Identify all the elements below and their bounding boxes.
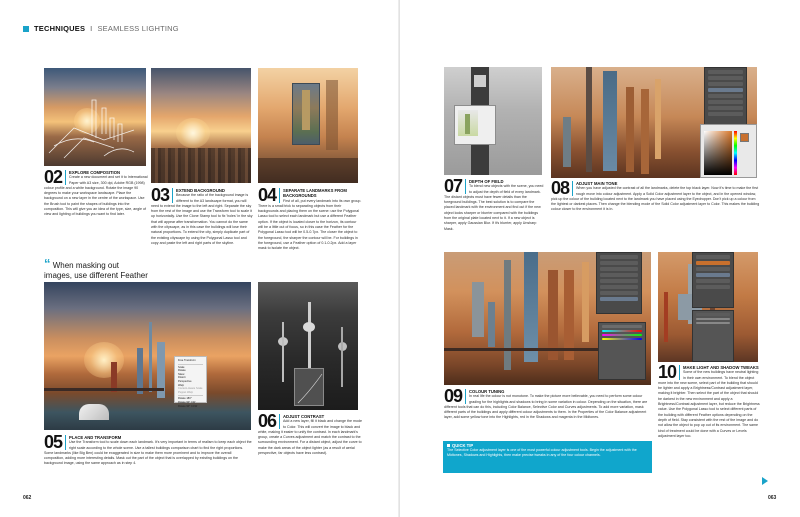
step-title: COLOUR TUNING xyxy=(469,389,505,394)
menu-item-rotate-90-cw[interactable]: Rotate 90° CW xyxy=(178,400,196,404)
section-name: TECHNIQUES xyxy=(34,24,86,33)
step-03-image xyxy=(151,68,251,183)
step-title: SEPARATE LANDMARKS FROM BACKGROUNDS xyxy=(283,188,347,199)
step-title: ADJUST CONTRAST xyxy=(283,414,325,419)
step-body: In real life the colour is not monotone. To make the picture more believable, you need to perform some colour grading for the highlights and shadows to bring in some variation in colour. Depending on the situation, there are different tools that can do this, including Color Balance, Selective Color and Curves adjustments. To add more variation, mask different parts of the buildings and apply different colour adjustments to them. In the Properties of the Color Balance adjustment layer, add some yellow tone into the Highlights, red in the Shadows and magenta in the Midtones. xyxy=(444,394,648,420)
step-05-image xyxy=(44,282,251,430)
step-body: Because the ratio of the background image is different to the A3 landscape format, you will need to extend the image to the left and right. Separate the sky from the rest of the image and use the Transform tool to scale it up horizontally. Use the Clone Stamp tool to fix 'holes' in the sky that will appear after transformation. You cannot do the same with the cityscape, as in this case the buildings will lose their natural proportions. To extend the city, simply duplicate part of the existing cityscape by using the Polygonal Lasso tool and copy and paste the left and right parts of the skyline. xyxy=(151,193,253,245)
step-04-image xyxy=(258,68,358,183)
free-transform-context-menu xyxy=(174,356,207,408)
color-picker-dialog xyxy=(700,124,757,178)
step-title: MAKE LIGHT AND SHADOW TWEAKS xyxy=(683,365,759,370)
pull-quote-text: When masking out images, use different Feather xyxy=(44,261,148,280)
step-number: 07 xyxy=(444,179,466,194)
step-08 xyxy=(551,178,761,213)
step-body: Some of the new buildings have neutral lighting in their own environment. To blend the object more into the new scene, select part of the building that should be lighter and apply a Brightness/Contrast adjustment layer, making it brighter. Then select the part of the object that should be darkest in the new environment and apply a Brightness/Contrast adjustment layer, but reduce the Brightness value. Use the Polygonal Lasso tool to select different parts of the building with different Feather options depending on the depth of field. Stay consistent with the rest of the image and do not allow the object to pop up out of its environment. The same kind of treatment could be done with a Curves or Levels adjustment layer too. xyxy=(658,370,760,438)
step-body: To blend new objects with the scene, you need to adjust the depth of field of every landmark. The distant objects must have fewer details than the foreground buildings. The best solution is to compare the placed landmark with the environment and find out if the new object looks sharper or blurrier compared with the buildings from the original plate located next to it. If a new object is sharper, apply Gaussian Blur. If it's blurrier, apply Unsharp Mask. xyxy=(444,184,544,231)
right-page xyxy=(400,0,800,517)
next-page-triangle-icon xyxy=(762,477,768,485)
menu-item-rotate-90-ccw[interactable]: Rotate 90° CCW xyxy=(178,404,198,408)
section-topic: SEAMLESS LIGHTING xyxy=(97,24,179,33)
step-02-image xyxy=(44,68,146,166)
step-07-image xyxy=(444,67,542,175)
step-number: 02 xyxy=(44,170,66,185)
curves-graph xyxy=(295,369,325,407)
menu-item-perspective[interactable]: Perspective xyxy=(178,379,192,383)
tip-square-icon xyxy=(447,444,450,447)
step-04 xyxy=(258,185,362,252)
menu-item-rotate[interactable]: Rotate xyxy=(178,369,186,373)
step-number: 08 xyxy=(551,181,573,196)
step-title: ADJUST MAIN TONE xyxy=(576,181,618,186)
quick-tip-body: The Selective Color adjustment layer is one of the most powerful colour adjustment tools. Begin the adjustment with the Midtones, Shadows and Highlights, then make precise tweaks in any of the four colour channels. xyxy=(447,448,637,457)
step-body: Use the Transform tool to scale down each landmark. It's very important in terms of realism to keep each object the right scale according to the whole scene. Use a tallest buildings comparison chart to find the right proportions. Some landmarks (like Big Ben) could be exaggerated in size to make them more prominent and to improve the overall composition, adding more interesting details. Mask out the part of the object that is overlapped by existing buildings on the background image, using the same approach as in step 4. xyxy=(44,440,252,466)
step-body: First of all, put every landmark into its own group. There is a small trick to separating objects from their backgrounds and placing them on the scene: use the Polygonal Lasso tool to select each landmark but use a different Feather option. If the object is located closer to the horizon, its contour will be a little out of focus, so in this case the Feather for the Polygonal Lasso tool will be 0.5-0.7px. The closer the object to the foreground, the sharper the contour will be. For buildings in the foreground, use a Feather option of 0.1-0.2px. Add a layer mask to isolate the object. xyxy=(258,198,362,251)
menu-item-warp[interactable]: Warp xyxy=(178,383,185,387)
step-body: Add a new layer, fill it black and change the mode to Color. This will convert the image to black and white, making it easier to unify the contrast. In each landmark's group, create a Curves adjustment and match the contrast to the surrounding environment. For a distant object, adjust the curve to make the dark areas of the object lighter (as a result of aerial perspective, far objects have less contrast). xyxy=(258,419,362,456)
step-10 xyxy=(658,362,762,439)
layers-panel xyxy=(692,252,734,308)
menu-item-rotate-180[interactable]: Rotate 180° xyxy=(178,397,192,401)
brightness-contrast-panel xyxy=(692,310,734,362)
step-number: 06 xyxy=(258,414,280,429)
sketch-lines xyxy=(44,68,146,166)
step-05 xyxy=(44,432,252,467)
menu-item-free-transform[interactable]: Free Transform xyxy=(178,359,196,362)
step-number: 03 xyxy=(151,188,173,203)
menu-item-content-aware-scale: Content-Aware Scale xyxy=(178,387,203,391)
menu-item-puppet-warp: Puppet Warp xyxy=(178,390,194,394)
step-body: When you have adjusted the contrast of all the landmarks, delete the top black layer. Now it's time to make the first rough move into colour adjustment. Apply a Solid Color adjustment layer to the object, and in the opened window, pick up the colour of the building located next to the landmark you have placed using the Eyedropper. Don't pick up a colour from the lightest or darkest places. Then change the blending mode of the Solid Color adjustment layer to Color. This makes the building colour closer to the environment it is in. xyxy=(551,186,760,212)
menu-item-skew[interactable]: Skew xyxy=(178,372,185,376)
menu-divider xyxy=(178,364,203,365)
step-09 xyxy=(444,386,652,421)
step-number: 10 xyxy=(658,365,680,380)
layers-panel xyxy=(704,67,747,132)
page-number-right: 063 xyxy=(768,495,777,501)
quick-tip-box xyxy=(443,441,652,473)
step-number: 09 xyxy=(444,389,466,404)
step-title: EXPLORE COMPOSITION xyxy=(69,170,120,175)
page-number-left: 062 xyxy=(23,495,32,501)
step-02 xyxy=(44,167,148,218)
menu-item-distort[interactable]: Distort xyxy=(178,376,186,380)
step-03 xyxy=(151,185,253,246)
step-number: 05 xyxy=(44,435,66,450)
step-07 xyxy=(444,176,544,232)
step-body: Create a new document and set it to International Paper with A3 size, 300 dpi, Adobe RGB (1998) colour profile and a white background. Rotate the image 90 degrees to make your workspace landscape. Place the background on a new layer in the centre of the workspace. Use the Brush tool to paint the shapes of buildings into the composition. This will give you an idea of the type, size, angle of view and lighting of buildings you want to find later. xyxy=(44,175,148,217)
color-balance-properties-panel xyxy=(598,322,646,380)
header-separator: I xyxy=(90,24,93,33)
menu-item-scale[interactable]: Scale xyxy=(178,365,185,369)
section-square-icon xyxy=(23,26,29,32)
step-number: 04 xyxy=(258,188,280,203)
section-header xyxy=(23,24,179,33)
step-title: DEPTH OF FIELD xyxy=(469,179,504,184)
step-06 xyxy=(258,411,362,456)
step-title: EXTEND BACKGROUND xyxy=(176,188,225,193)
quick-tip-title: QUICK TIP xyxy=(452,443,474,448)
layers-panel xyxy=(596,252,642,314)
step-06-image xyxy=(258,282,358,410)
step-title: PLACE AND TRANSFORM xyxy=(69,435,122,440)
quote-open-icon: “ xyxy=(44,256,51,271)
